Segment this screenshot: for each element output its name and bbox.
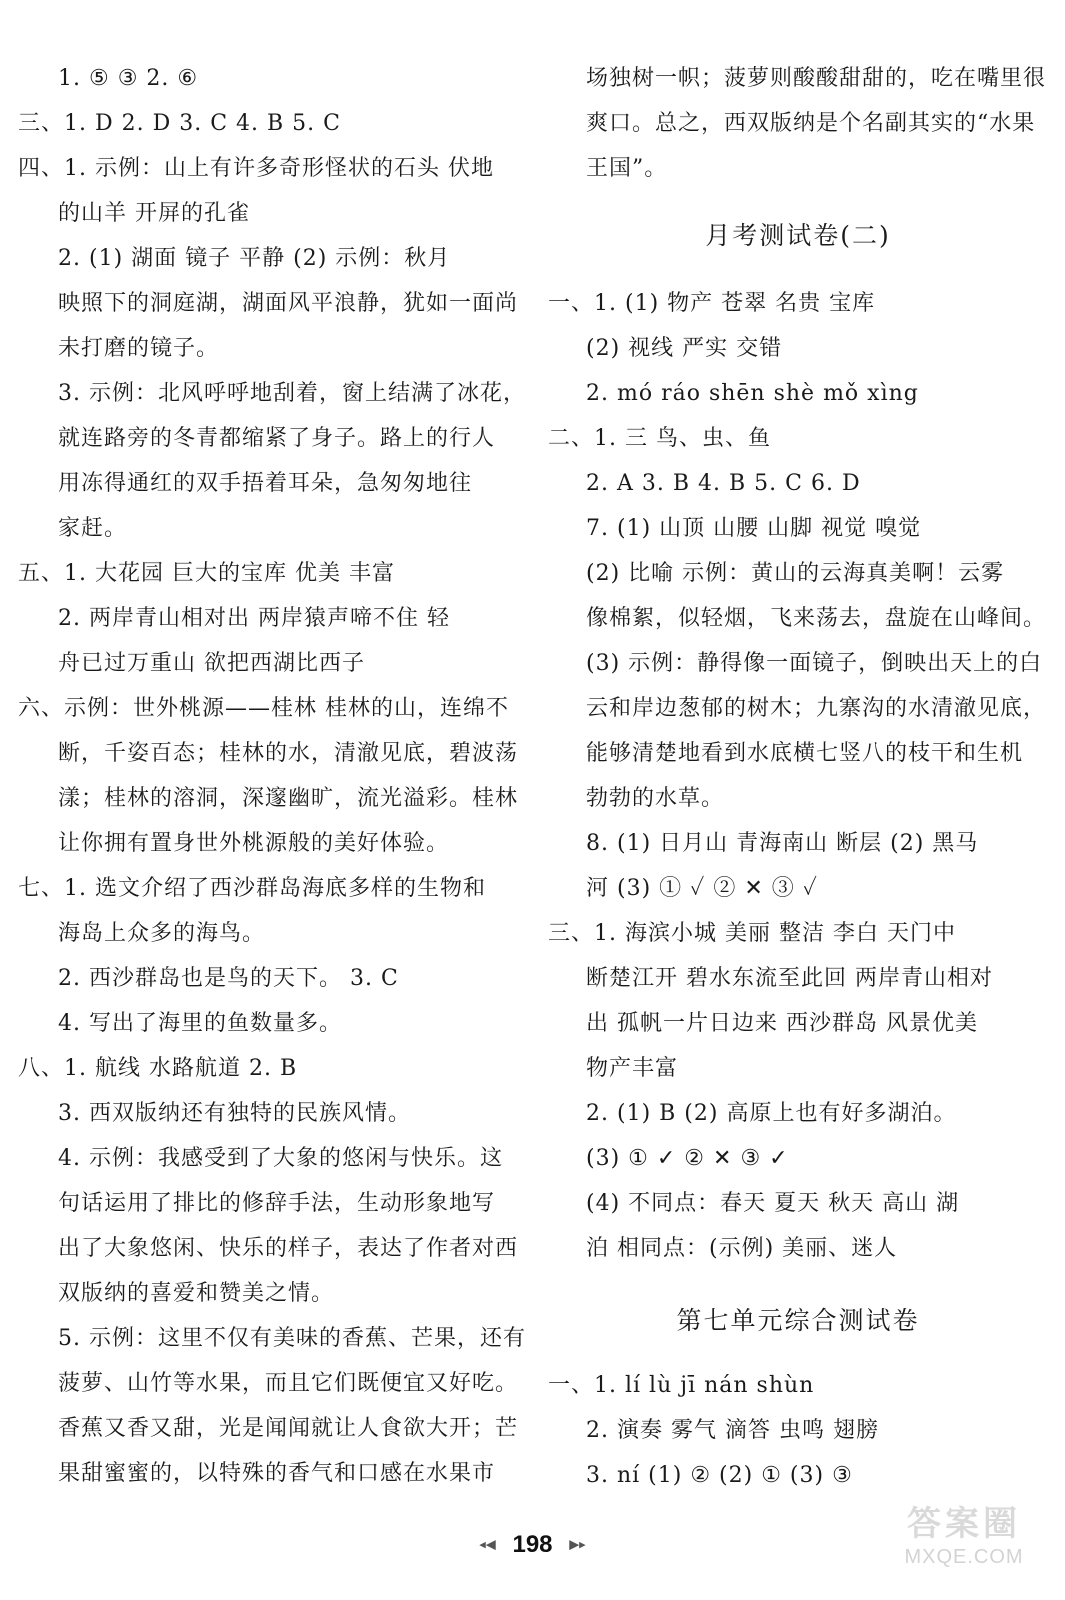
right-column — [548, 56, 1048, 1498]
answer-line: 4. 写出了海里的鱼数量多。 — [58, 1011, 342, 1036]
answer-line: 3. 示例：北风呼呼地刮着，窗上结满了冰花， — [58, 381, 526, 406]
answer-line: 云和岸边葱郁的树木；九寨沟的水清澈见底， — [586, 696, 1047, 721]
watermark-logo — [879, 1504, 1049, 1580]
next-arrow-icon: ▶▸ — [569, 1536, 586, 1552]
answer-line: 舟已过万重山 欲把西湖比西子 — [58, 651, 365, 676]
answer-line: 5. 示例：这里不仅有美味的香蕉、芒果，还有 — [58, 1326, 526, 1351]
answer-line: 2. mó ráo shēn shè mǒ xìng — [586, 381, 919, 406]
answer-line: 4. 示例：我感受到了大象的悠闲与快乐。这 — [58, 1146, 503, 1171]
answer-line: 一、1. (1) 物产 苍翠 名贵 宝库 — [548, 291, 876, 316]
answer-line: 8. (1) 日月山 青海南山 断层 (2) 黑马 — [586, 831, 979, 856]
answer-line: (4) 不同点：春天 夏天 秋天 高山 湖 — [586, 1191, 960, 1216]
watermark-logo-text: 答案圈 — [907, 1505, 1021, 1543]
answer-line: 出 孤帆一片日边来 西沙群岛 风景优美 — [586, 1011, 978, 1036]
answer-line: 出了大象悠闲、快乐的样子，表达了作者对西 — [58, 1236, 519, 1261]
answer-line: 3. ní (1) ② (2) ① (3) ③ — [586, 1463, 853, 1488]
answer-line: 漾；桂林的溶洞，深邃幽旷，流光溢彩。桂林 — [58, 786, 519, 811]
answer-line: 1. ⑤ ③ 2. ⑥ — [58, 66, 199, 91]
answer-line: 六、示例：世外桃源——桂林 桂林的山，连绵不 — [18, 696, 509, 721]
answer-line: 菠萝、山竹等水果，而且它们既便宜又好吃。 — [58, 1371, 519, 1396]
answer-line: 香蕉又香又甜，光是闻闻就让人食欲大开；芒 — [58, 1416, 519, 1441]
answer-line: 二、1. 三 鸟、虫、鱼 — [548, 426, 771, 451]
answer-line: 2. (1) B (2) 高原上也有好多湖泊。 — [586, 1101, 957, 1126]
answer-line: 断，千姿百态；桂林的水，清澈见底，碧波荡 — [58, 741, 519, 766]
answer-line: 2. 演奏 雾气 滴答 虫鸣 翅膀 — [586, 1418, 879, 1443]
answer-line: 2. 两岸青山相对出 两岸猿声啼不住 轻 — [58, 606, 450, 631]
answer-line: 场独树一帜；菠萝则酸酸甜甜的，吃在嘴里很 — [586, 66, 1047, 91]
answer-line: 7. (1) 山顶 山腰 山脚 视觉 嗅觉 — [586, 516, 922, 541]
answer-line: 三、1. D 2. D 3. C 4. B 5. C — [18, 111, 342, 136]
answer-line: 2. (1) 湖面 镜子 平静 (2) 示例：秋月 — [58, 246, 451, 271]
answer-line: 让你拥有置身世外桃源般的美好体验。 — [58, 831, 450, 856]
answer-line: 句话运用了排比的修辞手法，生动形象地写 — [58, 1191, 496, 1216]
answer-line: 就连路旁的冬青都缩紧了身子。路上的行人 — [58, 426, 496, 451]
answer-line: 海岛上众多的海鸟。 — [58, 921, 266, 946]
answer-line: 像棉絮，似轻烟，飞来荡去，盘旋在山峰间。 — [586, 606, 1047, 631]
watermark-url: MXQE.COM — [904, 1546, 1024, 1568]
answer-line: 勃勃的水草。 — [586, 786, 725, 811]
answer-line: 未打磨的镜子。 — [58, 336, 220, 361]
answer-line: (2) 比喻 示例：黄山的云海真美啊！云雾 — [586, 561, 1005, 586]
answer-line: 三、1. 海滨小城 美丽 整洁 李白 天门中 — [548, 921, 956, 946]
answer-line: 河 (3) ① ✓ ② ✕ ③ ✓ — [586, 876, 818, 901]
section-title-unit7-test: 第七单元综合测试卷 — [676, 1306, 920, 1335]
answer-line: 3. 西双版纳还有独特的民族风情。 — [58, 1101, 411, 1126]
answer-line: 能够清楚地看到水底横七竖八的枝干和生机 — [586, 741, 1024, 766]
answer-line: (3) ① ✓ ② ✕ ③ ✓ — [586, 1146, 789, 1171]
answer-line: 家赶。 — [58, 516, 128, 541]
answer-line: 2. 西沙群岛也是鸟的天下。 3. C — [58, 966, 399, 991]
answer-line: 王国”。 — [586, 156, 668, 181]
answer-line: 映照下的洞庭湖，湖面风平浪静，犹如一面尚 — [58, 291, 519, 316]
answer-line: (2) 视线 严实 交错 — [586, 336, 783, 361]
prev-arrow-icon: ◂◀ — [479, 1536, 496, 1552]
answer-line: 2. A 3. B 4. B 5. C 6. D — [586, 471, 861, 496]
answer-line: 果甜蜜蜜的，以特殊的香气和口感在水果市 — [58, 1461, 496, 1486]
answer-line: (3) 示例：静得像一面镜子，倒映出天上的白 — [586, 651, 1043, 676]
answer-line: 七、1. 选文介绍了西沙群岛海底多样的生物和 — [18, 876, 486, 901]
answer-line: 四、1. 示例：山上有许多奇形怪状的石头 伏地 — [18, 156, 494, 181]
section-title-monthly-test: 月考测试卷(二) — [705, 221, 891, 250]
answer-line: 爽口。总之，西双版纳是个名副其实的“水果 — [586, 111, 1036, 136]
page-number: 198 — [512, 1530, 553, 1558]
left-column — [18, 56, 526, 1496]
answer-line: 双版纳的喜爱和赞美之情。 — [58, 1281, 335, 1306]
answer-line: 用冻得通红的双手捂着耳朵，急匆匆地往 — [58, 471, 473, 496]
answer-line: 的山羊 开屏的孔雀 — [58, 201, 250, 226]
answer-line: 泊 相同点：(示例) 美丽、迷人 — [586, 1236, 898, 1261]
answer-line: 断楚江开 碧水东流至此回 两岸青山相对 — [586, 966, 993, 991]
answer-line: 一、1. lí lù jī nán shùn — [548, 1373, 815, 1398]
answer-line: 八、1. 航线 水路航道 2. B — [18, 1056, 298, 1081]
answer-line: 物产丰富 — [586, 1056, 679, 1081]
answer-line: 五、1. 大花园 巨大的宝库 优美 丰富 — [18, 561, 395, 586]
